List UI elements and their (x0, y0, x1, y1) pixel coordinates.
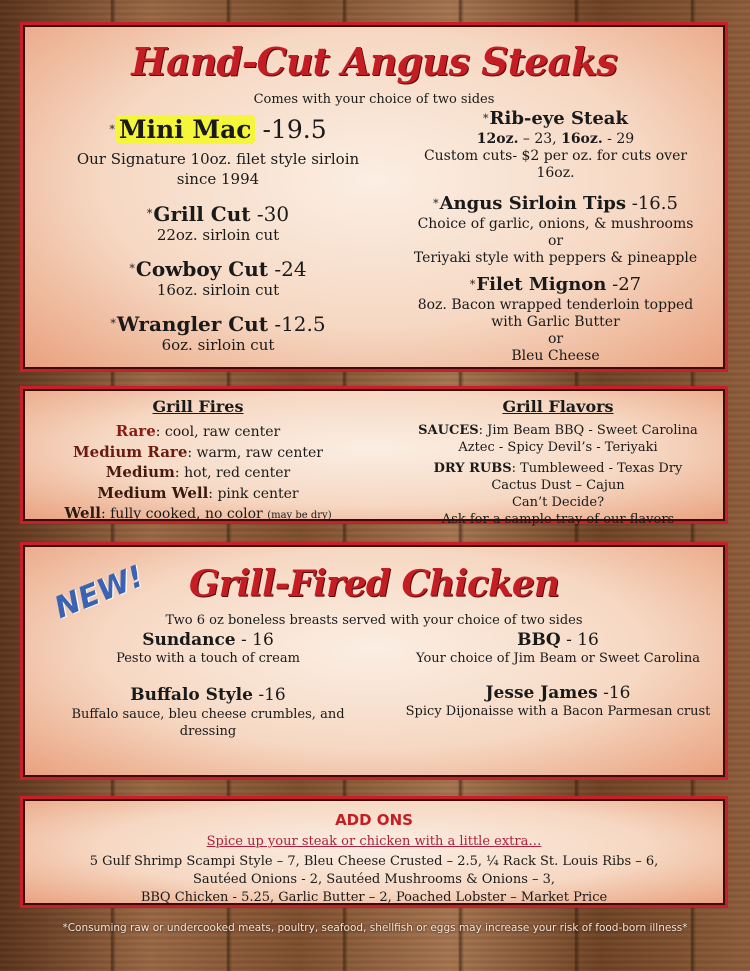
doneness-desc: : pink center (208, 485, 299, 502)
item-desc: Pesto with a touch of cream (116, 651, 300, 666)
item-name: Sundance (142, 630, 236, 650)
doneness-medium-rare (33, 443, 363, 464)
rubs-list: Cactus Dust – Cajun (491, 478, 625, 493)
item-desc (393, 148, 718, 182)
doneness-term: Well (64, 504, 101, 522)
item-desc: 22oz. sirloin cut (156, 226, 280, 244)
addons-line: BBQ Chicken - 5.25, Garlic Butter – 2, Poached Lobster – Market Price (140, 890, 608, 905)
doneness-term: Medium Well (97, 483, 209, 502)
item-desc-line: Teriyaki style with peppers & pineapple (413, 250, 698, 266)
item-desc-line: since 1994 (176, 170, 260, 188)
chicken-bbq (393, 629, 723, 666)
item-name: Cowboy Cut (135, 257, 268, 281)
item-desc-line: 16oz. (536, 165, 575, 181)
chicken-title: Grill-Fired Chicken (189, 563, 559, 605)
doneness-desc: : fully cooked, no color (100, 506, 268, 522)
star-marker: * (110, 317, 116, 330)
item-desc-line: Our Signature 10oz. filet style sirloin (76, 150, 360, 168)
star-marker: * (483, 112, 489, 125)
size-label: 16oz. (561, 131, 603, 147)
item-name: BBQ (517, 630, 561, 650)
steaks-title: Hand-Cut Angus Steaks (131, 39, 617, 84)
chicken-subtitle: Two 6 oz boneless breasts served with your choice of two sides (165, 613, 583, 628)
star-marker: * (129, 262, 135, 275)
item-desc-line: or (547, 233, 564, 249)
rubs-line (393, 460, 723, 477)
grill-fires-title: Grill Fires (152, 397, 244, 416)
doneness-desc: : cool, raw center (155, 424, 281, 440)
doneness-note: (may be dry) (267, 510, 332, 521)
item-name: Wrangler Cut (116, 312, 268, 336)
grill-flavors-section (393, 397, 723, 528)
steak-mini-mac (33, 115, 403, 189)
star-marker: * (109, 123, 115, 136)
grill-flavors-title: Grill Flavors (502, 397, 614, 416)
doneness-desc: : warm, raw center (187, 444, 323, 461)
chicken-panel (20, 542, 728, 780)
addons-title: ADD ONS (335, 811, 413, 829)
chicken-buffalo (43, 684, 373, 740)
ribeye-sizes (393, 131, 718, 148)
item-price: -16 (597, 683, 631, 703)
sauces-label: SAUCES (418, 423, 479, 438)
addons-line: Sautéed Onions - 2, Sautéed Mushrooms & Onions – 3, (192, 872, 556, 887)
rubs-list: : Tumbleweed - Texas Dry (511, 461, 683, 476)
sauces-list: : Jim Beam BBQ - Sweet Carolina (478, 423, 698, 438)
item-desc: 16oz. sirloin cut (156, 281, 280, 299)
doneness-medium-well (33, 484, 363, 505)
chicken-sundance (43, 629, 373, 666)
item-desc-line: Bleu Cheese (511, 348, 600, 364)
steaks-subtitle: Comes with your choice of two sides (253, 92, 495, 107)
item-name: Angus Sirloin Tips (439, 193, 627, 214)
star-marker: * (469, 278, 476, 291)
star-marker: * (433, 197, 439, 210)
item-desc-line: dressing (179, 724, 237, 739)
sauces-line (393, 422, 723, 439)
addons-list (23, 853, 725, 907)
item-price: -27 (612, 274, 642, 295)
steak-cowboy-cut (33, 256, 403, 299)
undecided-text: Can’t Decide? (511, 495, 605, 510)
size-label: 12oz. (476, 131, 519, 147)
steak-sirloin-tips (393, 192, 718, 267)
item-desc-line: with Garlic Butter (491, 314, 620, 330)
item-name: Jesse James (485, 683, 598, 703)
item-desc-line: 8oz. Bacon wrapped tenderloin topped (417, 297, 694, 313)
item-desc-line: Choice of garlic, onions, & mushrooms (417, 216, 694, 232)
item-name: Rib-eye Steak (489, 108, 628, 129)
item-price: -12.5 (274, 312, 326, 336)
steak-wrangler-cut (33, 311, 403, 354)
size-price: - 29 (602, 131, 635, 147)
doneness-medium (33, 463, 363, 484)
steaks-panel (20, 22, 728, 372)
steak-filet-mignon (393, 273, 718, 365)
doneness-term: Medium (105, 463, 175, 481)
item-name: Mini Mac (116, 115, 255, 144)
item-price: -16.5 (631, 193, 678, 214)
chicken-jesse-james (393, 682, 723, 719)
item-price: - 16 (235, 630, 274, 650)
item-desc (393, 216, 718, 267)
item-price: -19.5 (262, 115, 327, 144)
item-price: -16 (252, 685, 286, 705)
doneness-desc: : hot, red center (174, 465, 291, 481)
item-price: -24 (274, 257, 307, 281)
item-desc-line: or (547, 331, 564, 347)
doneness-term: Medium Rare (73, 442, 188, 461)
item-name: Grill Cut (153, 202, 251, 226)
sauces-list: Aztec - Spicy Devil’s - Teriyaki (458, 440, 658, 455)
star-marker: * (146, 207, 153, 220)
item-desc (33, 149, 403, 189)
doneness-rare (33, 422, 363, 443)
new-badge: NEW! (49, 558, 149, 627)
item-price: - 16 (560, 630, 599, 650)
addons-line: 5 Gulf Shrimp Scampi Style – 7, Bleu Cheese Crusted – 2.5, ¼ Rack St. Louis Ribs – 6, (89, 854, 659, 869)
item-name: Filet Mignon (476, 274, 607, 295)
addons-tagline: Spice up your steak or chicken with a little extra… (206, 834, 542, 849)
item-desc-line: Custom cuts- $2 per oz. for cuts over (423, 148, 688, 164)
item-price: -30 (256, 202, 290, 226)
item-desc: Spicy Dijonaisse with a Bacon Parmesan crust (405, 704, 711, 719)
item-name: Buffalo Style (130, 685, 253, 705)
item-desc: 6oz. sirloin cut (161, 336, 275, 354)
item-desc-line: Buffalo sauce, bleu cheese crumbles, and (71, 707, 345, 722)
item-desc (43, 706, 373, 740)
steak-grill-cut (33, 201, 403, 244)
size-price: – 23, (518, 131, 562, 147)
doneness-term: Rare (115, 422, 156, 440)
undecided-text: Ask for a sample tray of our flavors (441, 512, 675, 527)
food-safety-disclaimer: *Consuming raw or undercooked meats, poultry, seafood, shellfish or eggs may increase your risk of food-born illness* (62, 922, 688, 934)
item-desc: Your choice of Jim Beam or Sweet Carolina (416, 651, 700, 666)
doneness-well (33, 504, 363, 526)
grill-fires-panel (20, 386, 728, 527)
item-desc (393, 297, 718, 365)
steak-ribeye (393, 107, 718, 182)
rubs-label: DRY RUBS (433, 461, 512, 476)
addons-panel (20, 796, 728, 908)
grill-fires-section (33, 397, 363, 526)
